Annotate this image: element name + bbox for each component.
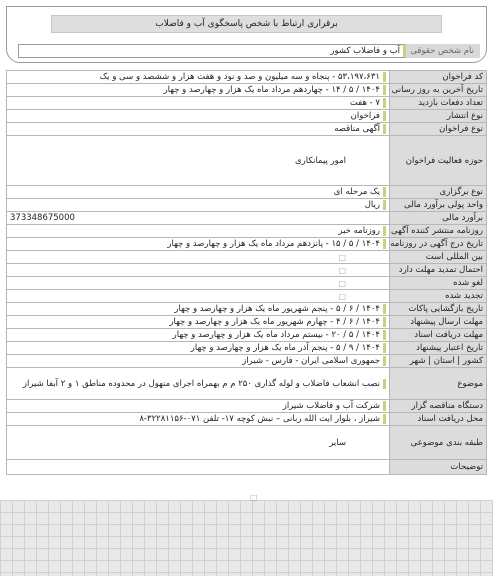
row-value: [7, 238, 390, 251]
table-row: [7, 264, 487, 277]
row-label: تجدید شده: [390, 290, 487, 303]
table-row: [7, 355, 487, 368]
description-value: [7, 460, 390, 475]
row-label: تعداد دفعات بازدید: [390, 97, 487, 110]
row-value: [7, 342, 390, 355]
table-row: [7, 199, 487, 212]
checkbox-icon: □: [250, 493, 258, 502]
tender-details-table: [6, 70, 487, 475]
row-label: احتمال تمدید مهلت دارد: [390, 264, 487, 277]
table-row: [7, 186, 487, 199]
row-value: [7, 290, 390, 303]
table-row: [7, 84, 487, 97]
table-row: [7, 225, 487, 238]
tendering-organization-value: شرکت آب و فاضلاب شیراز: [10, 401, 386, 411]
ad-date-value: ۱۴۰۴ / ۵ / ۱۵ - پانزدهم مرداد ماه یک هزار و چهارصد و چهار: [10, 239, 386, 249]
row-label: مهلت ارسال پیشنهاد: [390, 316, 487, 329]
row-label: حوزه فعالیت فراخوان: [390, 136, 487, 186]
category-value: سایر: [329, 437, 346, 448]
row-label: طبقه بندی موضوعی: [390, 426, 487, 460]
row-value: [7, 316, 390, 329]
row-value: [7, 329, 390, 342]
row-label: دستگاه مناقصه گزار: [390, 400, 487, 413]
row-value: [7, 400, 390, 413]
table-row: [7, 110, 487, 123]
grid-background: [0, 500, 493, 576]
row-value: [7, 413, 390, 426]
estimate-value: 373348675000: [7, 212, 390, 225]
documents-address-value: شیراز ، بلوار ایت الله ربانی – نبش کوچه ۱۷- تلفن ۰۷۱-۳۲۲۸۱۱۵۶-۸: [10, 414, 386, 424]
row-value: [7, 251, 390, 264]
table-row: [7, 71, 487, 84]
subject-value: نصب انشعاب فاضلاب و لوله گذاری ۲۵۰ م م بهمراه اجرای منهول در محدوده مناطق ۱ و ۲ آبفا شیراز: [10, 379, 386, 389]
row-value: [7, 264, 390, 277]
row-value: [7, 97, 390, 110]
row-value: [7, 110, 390, 123]
row-value: [7, 71, 390, 84]
checkbox-icon: □: [338, 265, 346, 275]
contact-title: برقراری ارتباط با شخص پاسخگوی آب و فاضلاب: [51, 15, 442, 33]
row-label: تاریخ آخرین به روز رسانی: [390, 84, 487, 97]
table-row: [7, 368, 487, 400]
row-value: [7, 303, 390, 316]
submission-deadline-value: ۱۴۰۴ / ۶ / ۴ - چهارم شهریور ماه یک هزار و چهارصد و چهار: [10, 317, 386, 327]
row-value: [7, 136, 390, 186]
last-update-value: ۱۴۰۴ / ۵ / ۱۴ - چهاردهم مرداد ماه یک هزار و چهارصد و چهار: [10, 85, 386, 95]
activity-field-value: امور پیمانکاری: [295, 155, 346, 166]
row-label: محل دریافت اسناد: [390, 413, 487, 426]
newspaper-value: روزنامه خبر: [10, 226, 386, 236]
row-label: روزنامه منتشر کننده آگهی: [390, 225, 487, 238]
row-label: توضیحات: [390, 460, 487, 475]
validity-date-value: ۱۴۰۴ / ۹ / ۵ - پنجم آذر ماه یک هزار و چهارصد و چهار: [10, 343, 386, 353]
row-label: مهلت دریافت اسناد: [390, 329, 487, 342]
row-value: [7, 123, 390, 136]
row-label: نوع انتشار: [390, 110, 487, 123]
row-label: کد فراخوان: [390, 71, 487, 84]
legal-entity-label: نام شخص حقوقی: [406, 44, 480, 58]
row-value: [7, 426, 390, 460]
row-value: [7, 186, 390, 199]
table-row: [7, 460, 487, 475]
table-row: [7, 136, 487, 186]
table-row: [7, 426, 487, 460]
publish-type-value: فراخوان: [10, 111, 386, 121]
row-value: [7, 84, 390, 97]
row-value: [7, 355, 390, 368]
table-row: [7, 277, 487, 290]
table-row: [7, 290, 487, 303]
row-label: تاریخ اعتبار پیشنهاد: [390, 342, 487, 355]
table-row: [7, 97, 487, 110]
checkbox-icon: □: [338, 278, 346, 288]
row-label: تاریخ درج آگهی در روزنامه: [390, 238, 487, 251]
call-code-value: ۵۳،۱۹۷،۶۳۱ - پنجاه و سه میلیون و صد و نود و هفت هزار و ششصد و سی و یک: [10, 72, 386, 82]
table-row: [7, 342, 487, 355]
row-label: برآورد مالی: [390, 212, 487, 225]
checkbox-icon: □: [338, 291, 346, 301]
table-row: [7, 212, 487, 225]
row-label: لغو شده: [390, 277, 487, 290]
row-value: [7, 277, 390, 290]
table-row: [7, 400, 487, 413]
row-label: کشور | استان | شهر: [390, 355, 487, 368]
row-value: [7, 368, 390, 400]
table-row: [7, 123, 487, 136]
row-value: [7, 199, 390, 212]
row-label: نوع فراخوان: [390, 123, 487, 136]
row-value: [7, 225, 390, 238]
table-row: [7, 329, 487, 342]
opening-date-value: ۱۴۰۴ / ۶ / ۵ - پنجم شهریور ماه یک هزار و چهارصد و چهار: [10, 304, 386, 314]
contact-panel: [6, 6, 487, 63]
table-row: [7, 413, 487, 426]
call-type-value: آگهی مناقصه: [10, 124, 386, 134]
checkbox-icon: □: [338, 252, 346, 262]
row-label: واحد پولی برآورد مالی: [390, 199, 487, 212]
table-row: [7, 303, 487, 316]
holding-type-value: یک مرحله ای: [10, 187, 386, 197]
legal-entity-value: آب و فاضلاب کشور: [18, 44, 406, 58]
row-label: نوع برگزاری: [390, 186, 487, 199]
currency-value: ریال: [10, 200, 386, 210]
location-value: جمهوری اسلامی ایران - فارس - شیراز: [10, 356, 386, 366]
row-label: تاریخ بازگشایی پاکات: [390, 303, 487, 316]
visit-count-value: ۷ - هفت: [10, 98, 386, 108]
row-label: موضوع: [390, 368, 487, 400]
table-row: [7, 316, 487, 329]
row-label: بین المللی است: [390, 251, 487, 264]
table-row: [7, 251, 487, 264]
documents-deadline-value: ۱۴۰۴ / ۵ / ۲۰ - بیستم مرداد ماه یک هزار و چهارصد و چهار: [10, 330, 386, 340]
table-row: [7, 238, 487, 251]
